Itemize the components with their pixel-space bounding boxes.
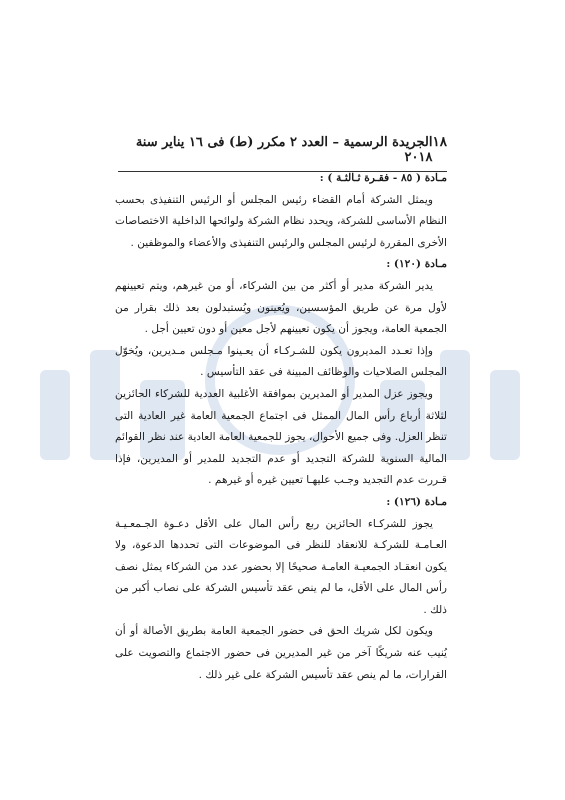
gazette-title: الجريدة الرسمية – العدد ٢ مكرر (ط) فى ١٦ يناير سنة ٢٠١٨ xyxy=(135,135,433,165)
document-body xyxy=(115,168,447,686)
article-paragraph: ويكون لكل شريك الحق فى حضور الجمعية العامة بطريق الأصالة أو أن يُنيب عنه شريكًا آخر من غير المديرين فى حضور الاجتماع والتصويت على القرارات، ما لم ينص عقد تأسيس الشركة على غير ذلك . xyxy=(115,625,447,681)
article-heading: مـادة (١٢٦) : xyxy=(386,495,447,508)
page-number: ١٨ xyxy=(432,134,447,150)
article-paragraph: يدير الشركة مدير أو أكثر من بين الشركاء، أو من غيرهم، ويتم تعيينهم لأول مرة عن طريق المؤسسين، ويُعينون ويُستبدلون بعد ذلك بقرار من الجمعية العامة، ويجوز أن يكون تعيينهم لأجل معين أو دون تعيين أجل . xyxy=(115,279,447,336)
article-paragraph: وإذا تعـدد المديرون يكون للشـركـاء أن يعـينوا مـجلس مـديرين، ويُخوّل المجلس الصلاحيات والوظائف المبينة فى عقد التأسيس . xyxy=(115,344,447,379)
article-paragraph: ويجوز عزل المدير أو المديرين بموافقة الأغلبية العددية للشركاء الحائزين لثلاثة أرباع رأس المال الممثل فى اجتماع الجمعية العامة غير العادية التى تنظر العزل. وفى جميع الأحوال، يجوز للجمعية العامة العادية عند نظر القوائم المالية السنوية للشركة التجديد أو عدم التجديد للمدير أو المديرين، فإذا قـررت عدم التجديد وجـب عليهـا تعيين غيره أو غيرهم . xyxy=(115,387,447,487)
article-heading: مـادة ( ٨٥ - فقـرة ثـالثـة ) : xyxy=(319,172,447,184)
article-paragraph: يجوز للشركـاء الحائزين ربع رأس المال على الأقل دعـوة الجـمعـيـة العـامـة للشركـة للانعقاد للنظر فى الموضوعات التى تحددها الدعوة، ولا يكون انعقـاد الجمعيـة العامـة صحيحًا إلا بحضور عدد من الشركاء يمثل نصف رأس المال على الأقل، ما لم ينص عقد تأسيس الشركة على نصاب أكبر من ذلك . xyxy=(115,517,447,616)
page-header xyxy=(118,134,447,172)
article-heading: مـادة (١٢٠) : xyxy=(386,258,447,271)
article-paragraph: ويمثل الشركة أمام القضاء رئيس المجلس أو الرئيس التنفيذى بحسب النظام الأساسى للشركة، ويحدد نظام الشركة ولوائحها الداخلية الاختصاصات الأخرى المقررة لرئيس المجلس والرئيس التنفيذى والأعضاء والموظفين . xyxy=(115,193,447,249)
